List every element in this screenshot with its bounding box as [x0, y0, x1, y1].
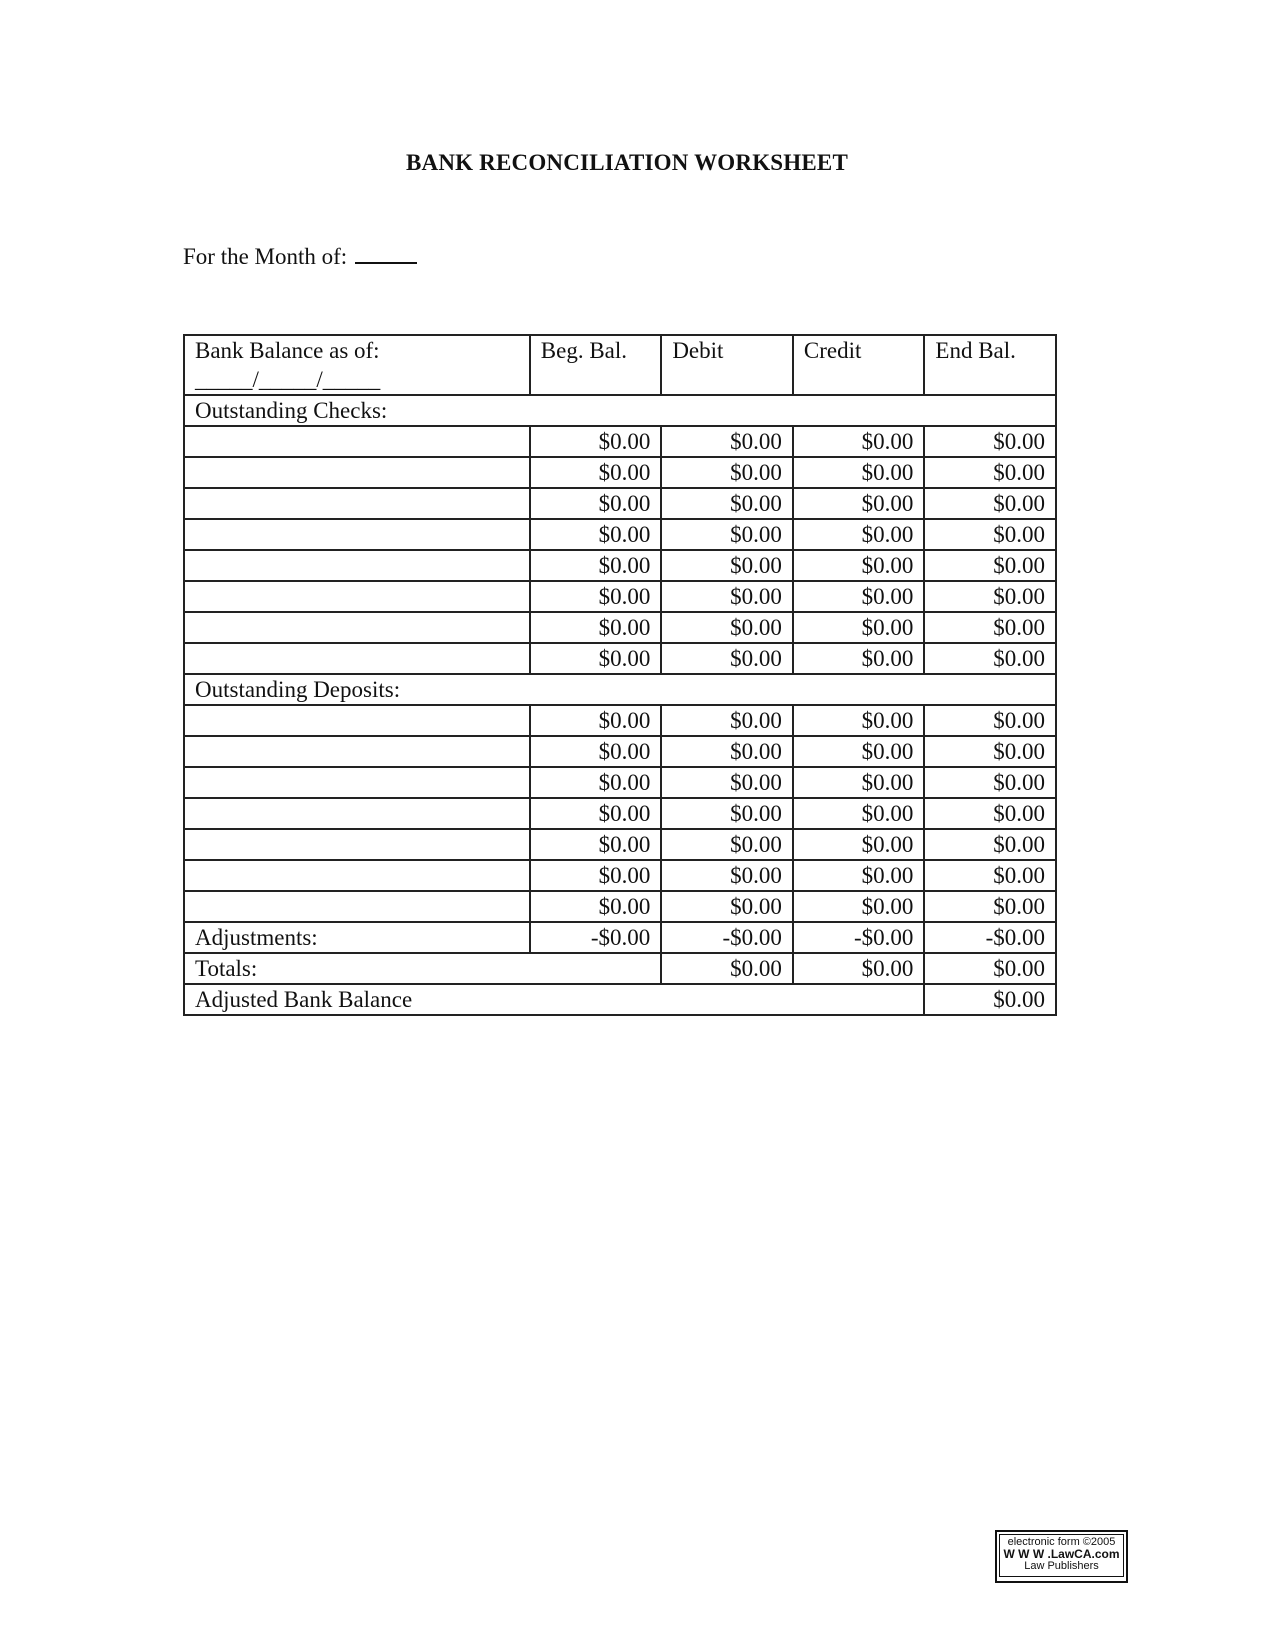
deposit-amount-cell[interactable]: $0.00	[793, 736, 925, 767]
deposit-amount-cell[interactable]: $0.00	[924, 891, 1056, 922]
check-amount-cell[interactable]: $0.00	[661, 612, 793, 643]
check-amount-cell[interactable]: $0.00	[924, 488, 1056, 519]
check-row	[184, 612, 1056, 643]
adjusted-balance-row	[184, 984, 1056, 1015]
deposit-amount-cell[interactable]: $0.00	[924, 829, 1056, 860]
stamp-line-1: electronic form ©2005	[1007, 1536, 1116, 1548]
bank-balance-label: Bank Balance as of:	[195, 338, 380, 363]
header-row	[184, 335, 1056, 395]
deposit-row	[184, 705, 1056, 736]
totals-row	[184, 953, 1056, 984]
check-amount-cell[interactable]: $0.00	[661, 488, 793, 519]
check-amount-cell[interactable]: $0.00	[530, 550, 662, 581]
check-amount-cell[interactable]: $0.00	[661, 457, 793, 488]
check-amount-cell[interactable]: $0.00	[924, 643, 1056, 674]
publisher-stamp-inner	[999, 1534, 1124, 1577]
check-amount-cell[interactable]: $0.00	[530, 519, 662, 550]
check-amount-cell[interactable]: $0.00	[924, 581, 1056, 612]
check-row	[184, 581, 1056, 612]
check-amount-cell[interactable]: $0.00	[661, 581, 793, 612]
total-amount-cell: $0.00	[793, 953, 925, 984]
deposit-amount-cell[interactable]: $0.00	[793, 798, 925, 829]
deposit-amount-cell[interactable]: $0.00	[793, 891, 925, 922]
deposit-amount-cell[interactable]: $0.00	[793, 829, 925, 860]
check-amount-cell[interactable]: $0.00	[793, 519, 925, 550]
reconciliation-table	[183, 334, 1057, 1016]
column-header-debit: Debit	[661, 335, 793, 395]
check-row	[184, 519, 1056, 550]
adjusted-balance-value: $0.00	[924, 984, 1056, 1015]
check-amount-cell[interactable]: $0.00	[530, 581, 662, 612]
deposit-amount-cell[interactable]: $0.00	[924, 736, 1056, 767]
column-header-end-bal: End Bal.	[924, 335, 1056, 395]
check-row	[184, 426, 1056, 457]
check-amount-cell[interactable]: $0.00	[530, 612, 662, 643]
column-header-beg-bal: Beg. Bal.	[530, 335, 662, 395]
check-row	[184, 550, 1056, 581]
deposit-description-cell[interactable]	[184, 829, 530, 860]
bank-balance-header	[184, 335, 530, 395]
check-amount-cell[interactable]: $0.00	[530, 643, 662, 674]
publisher-stamp	[995, 1530, 1128, 1583]
deposit-amount-cell[interactable]: $0.00	[661, 829, 793, 860]
check-amount-cell[interactable]: $0.00	[924, 426, 1056, 457]
check-amount-cell[interactable]: $0.00	[661, 426, 793, 457]
total-amount-cell: $0.00	[661, 953, 793, 984]
check-amount-cell[interactable]: $0.00	[661, 643, 793, 674]
deposit-row	[184, 829, 1056, 860]
adjustment-amount-cell[interactable]: -$0.00	[661, 922, 793, 953]
outstanding-deposits-row	[184, 674, 1056, 705]
month-label: For the Month of:	[183, 244, 348, 269]
adjustments-label: Adjustments:	[184, 922, 530, 953]
check-description-cell[interactable]	[184, 426, 530, 457]
deposit-amount-cell[interactable]: $0.00	[661, 860, 793, 891]
check-amount-cell[interactable]: $0.00	[924, 550, 1056, 581]
deposit-description-cell[interactable]	[184, 767, 530, 798]
check-amount-cell[interactable]: $0.00	[924, 457, 1056, 488]
deposit-amount-cell[interactable]: $0.00	[924, 798, 1056, 829]
check-row	[184, 488, 1056, 519]
check-amount-cell[interactable]: $0.00	[924, 612, 1056, 643]
check-amount-cell[interactable]: $0.00	[793, 457, 925, 488]
check-description-cell[interactable]	[184, 488, 530, 519]
check-amount-cell[interactable]: $0.00	[530, 457, 662, 488]
deposit-row	[184, 860, 1056, 891]
adjusted-balance-label: Adjusted Bank Balance	[184, 984, 924, 1015]
check-amount-cell[interactable]: $0.00	[793, 643, 925, 674]
check-amount-cell[interactable]: $0.00	[661, 519, 793, 550]
check-row	[184, 457, 1056, 488]
check-amount-cell[interactable]: $0.00	[661, 550, 793, 581]
adjustment-amount-cell[interactable]: -$0.00	[924, 922, 1056, 953]
deposit-amount-cell[interactable]: $0.00	[924, 860, 1056, 891]
check-description-cell[interactable]	[184, 581, 530, 612]
check-description-cell[interactable]	[184, 612, 530, 643]
check-amount-cell[interactable]: $0.00	[793, 581, 925, 612]
column-header-credit: Credit	[793, 335, 925, 395]
totals-label: Totals:	[184, 953, 661, 984]
outstanding-checks-label: Outstanding Checks:	[184, 395, 1056, 426]
bank-balance-date-field[interactable]: _____/_____/_____	[195, 367, 381, 392]
check-row	[184, 643, 1056, 674]
check-amount-cell[interactable]: $0.00	[530, 426, 662, 457]
deposit-amount-cell[interactable]: $0.00	[530, 860, 662, 891]
deposit-amount-cell[interactable]: $0.00	[661, 736, 793, 767]
deposit-amount-cell[interactable]: $0.00	[793, 767, 925, 798]
deposit-amount-cell[interactable]: $0.00	[530, 891, 662, 922]
outstanding-checks-row	[184, 395, 1056, 426]
deposit-row	[184, 736, 1056, 767]
adjustment-amount-cell[interactable]: -$0.00	[793, 922, 925, 953]
total-amount-cell: $0.00	[924, 953, 1056, 984]
deposit-description-cell[interactable]	[184, 798, 530, 829]
deposit-amount-cell[interactable]: $0.00	[924, 705, 1056, 736]
deposit-amount-cell[interactable]: $0.00	[793, 705, 925, 736]
deposit-amount-cell[interactable]: $0.00	[530, 736, 662, 767]
check-amount-cell[interactable]: $0.00	[530, 488, 662, 519]
deposit-row	[184, 767, 1056, 798]
check-description-cell[interactable]	[184, 643, 530, 674]
check-amount-cell[interactable]: $0.00	[924, 519, 1056, 550]
deposit-description-cell[interactable]	[184, 891, 530, 922]
deposit-amount-cell[interactable]: $0.00	[530, 798, 662, 829]
check-description-cell[interactable]	[184, 519, 530, 550]
deposit-amount-cell[interactable]: $0.00	[530, 829, 662, 860]
deposit-amount-cell[interactable]: $0.00	[530, 705, 662, 736]
check-amount-cell[interactable]: $0.00	[793, 550, 925, 581]
stamp-line-3: Law Publishers	[1024, 1560, 1099, 1572]
month-blank-field[interactable]	[355, 244, 417, 264]
check-description-cell[interactable]	[184, 457, 530, 488]
deposit-row	[184, 798, 1056, 829]
deposit-amount-cell[interactable]: $0.00	[793, 860, 925, 891]
deposit-description-cell[interactable]	[184, 705, 530, 736]
check-amount-cell[interactable]: $0.00	[793, 426, 925, 457]
outstanding-deposits-label: Outstanding Deposits:	[184, 674, 1056, 705]
deposit-amount-cell[interactable]: $0.00	[530, 767, 662, 798]
check-description-cell[interactable]	[184, 550, 530, 581]
deposit-row	[184, 891, 1056, 922]
adjustments-row	[184, 922, 1056, 953]
adjustment-amount-cell[interactable]: -$0.00	[530, 922, 662, 953]
stamp-line-2: W W W .LawCA.com	[1003, 1547, 1120, 1561]
deposit-amount-cell[interactable]: $0.00	[924, 767, 1056, 798]
month-line	[183, 244, 417, 270]
check-amount-cell[interactable]: $0.00	[793, 612, 925, 643]
deposit-amount-cell[interactable]: $0.00	[661, 798, 793, 829]
deposit-description-cell[interactable]	[184, 860, 530, 891]
page-title: BANK RECONCILIATION WORKSHEET	[405, 150, 849, 175]
check-amount-cell[interactable]: $0.00	[793, 488, 925, 519]
deposit-description-cell[interactable]	[184, 736, 530, 767]
deposit-amount-cell[interactable]: $0.00	[661, 891, 793, 922]
deposit-amount-cell[interactable]: $0.00	[661, 767, 793, 798]
deposit-amount-cell[interactable]: $0.00	[661, 705, 793, 736]
